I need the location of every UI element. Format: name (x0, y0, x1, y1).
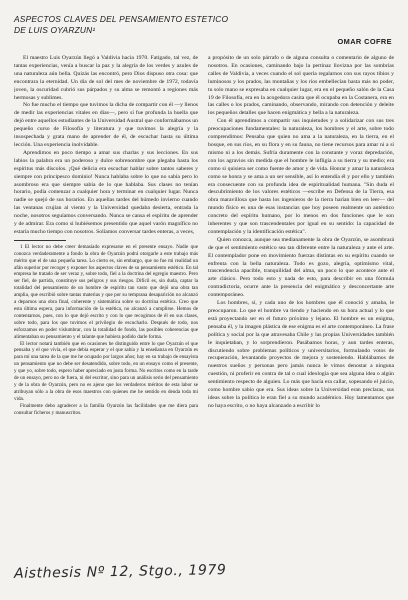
body-paragraph: Aprendimos en poco tiempo a amar sus charlas y sus lecciones. En sus labios la palabra era un poderoso y dulce sobrenombre que plegaba hasta los espíritus más díscolos. ¡Qué delicia era escuchar hablar sobre tantos saberes y siempre con principesco dominio! Nunca hablaba sobre lo que no sabía pero lo asombroso era que siempre sabía de lo que hablaba. Sus clases no tenían horario, podía comenzar a cualquier hora y terminar en cualquier lugar. Nunca nadie se quejó de sus horarios. En aquellas tardes del húmedo invierno cuando las ventanas crujían al viento y la Universidad quedaba desierta, entrada la noche, nosotros seguíamos conversando. Nunca se cansa el espíritu de aprender y de admirar. Era como si hubiésemos presentido que aquel varón magnífico no estaría mucho tiempo con nosotros. Solíamos conversar tardes enteras, a veces, (14, 149, 198, 235)
footnote: 1 El lector no debe creer demasiado expresarse en el presente ensayo. Nadie que conozca verdaderamente a fondo la obra de Oyarzún podrá otorgarle a este trabajo más mérito que el de una pequeña tarea. Lo cierto es, sin embargo, que no fue mi realidad un afán superior por recoger y exponer los aspectos claves de su pensamiento estético. En tal empresa he tratado de ser veraz y, sobre todo, fiel a la doctrina del egregio maestro. Pero ser fiel, de partida, constituye sus peligros y sus riesgos. Difícil es, sin duda, captar la totalidad del pensamiento de un hombre de espíritu tan vasto que dejó una obra tan amplia, que escribió sobre tantas materias y que por su temprana desaparición no alcanzó a deparnos una obra final, coherente y sistemática sobre su doctrina estética. Creo que esta última espera, para información de la estética, no alcanzó a cumplirse. Hemos de contentarnos, pues, con lo que dejó escrito y con lo que recogimos de él en sus clases, sobre todo, para los que tuvimos el privilegio de escucharlo. Después de todo, nos esforzamos en poder vislumbrar, con la totalidad de fondo, las posibles coherencias que alimentaban su pensamiento y el talante que hubiera podido darle forma. (14, 243, 198, 340)
article-title-line-1: ASPECTOS CLAVES DEL PENSAMIENTO ESTETICO (14, 14, 229, 24)
footnote: Finalmente debo agradecer a la familia Oyarzún las facilidades que me diera para consultar ficheros y manuscritos. (14, 402, 198, 416)
article-title-line-2: DE LUIS OYARZUN¹ (14, 25, 96, 35)
body-paragraph: No fue mucho el tiempo que tuvimos la dicha de compartir con él —y llenos de medir las experiencias vitales en días—, pero sí fue profunda la huella que dejó entre aquellos estudiantes de la Universidad Austral que conformábamos un pequeño curso de Filosofía y literatura y que tuvimos la alegría y la insospechada y grata mano de aprender de él, de escuchar hasta su última lección. Una experiencia inolvidable. (14, 102, 198, 148)
article-author: OMAR COFRE (337, 37, 392, 46)
body-paragraph: Con él aprendimos a compartir sus inquietudes y a solidarizar con sus tres preocupaciones fundamentales: la naturaleza, los hombres y el arte, sobre todo comprendimos: Pensaba que quien no ama a la naturaleza, en la tierra, en el bosque, en sus ríos, en su flora y en su fauna, no tiene recursos para amar ni a sí mismo ni a los demás. Sufría duramente con la constante y voraz depredación, con los agravios sin medida que el hombre le infligía a su tierra y su medio; era como si quisiera ser como fuente de amor y de vida. Honrar y amar la naturaleza como se honra y se ama a un ser sensible, así lo entendía él y por ello y también era consecuente con su profunda idea de espiritualidad humana. "Sin duda el descubrimiento de los valores estéticos —escribe en Defensa de la Tierra, esa obra maravillosa que hasta los ingenieros de la tierra harían bien en leer— del mundo físico es una de esas instancias que hoy poseen realmente un auténtico concreto del espíritu humano, por lo menos en dos funciones que le son inherentes y que son trascendentales por igual en su sentido: la capacidad de contemplación y la identificación estética". (208, 118, 394, 235)
footnotes (14, 244, 198, 417)
body-paragraph: a propósito de un solo párrafo o de alguna consulta o comentario de alguno de nosotros. En ocasiones, caminando bajo la pertinaz llovizna por las sombrías calles de Valdivia, a veces cuando el sol quería regalarnos con sus rayos tibios y luminosos y los prados, las montañas y los ríos embellecían hasta más no poder, tu solo mano se expresaba en cualquier lugar, era en el pequeño salón de la Casa 19 de Filosofía, era en la acogedora casita que él ocupaba en la Costanera, era en las calles o los prados, caminando, observando, mirando con detención y deleite los pequeños detalles que hacen enigmática y bella a la naturaleza. (208, 55, 394, 117)
handwritten-source-note: Aisthesis Nº 12, Stgo., 1979 (13, 562, 227, 582)
body-paragraph: El maestro Luis Oyarzún llegó a Valdivia hacia 1970. Fatigado, tal vez, de tantas experiencias, venía a buscar la paz y la alegría de los verdes y azules de una naturaleza aún bella. Quizás las encontró, pero Dios dispuso otra cosa: que encontrara la eternidad. Un día de sol del mes de noviembre de 1972, todavía joven, la oscuridad cubrió sus párpados y su alma se remontó a regiones más hermosas y sublimes. (14, 55, 198, 101)
footnote: El lector notará también que en ocasiones he distinguido entre lo que Oyarzún el que pensaba y el que vivía, el que debía esperar y el que sabía y la enseñanza en Oyarzún es para mí una tarea de la que me he ocupado por largos años; hay en su trabajo de ensayista un pensamiento que no debe ser desatendido, sobre todo, en un ensayo como el presente, y que yo, sobre todo, espero haber apreciado en justa forma. No escritos como en la tarde de un ensayo, pero no de fuera, ni del escritor, sino para un análisis serio del pensamiento y de la obra de Oyarzún, pero no es ajeno que los verdaderos méritos de esta labor se atribuyan sólo a la obra de esos maestros con quienes me he sentido en deuda toda mi vida. (14, 340, 198, 402)
footnote-separator (14, 240, 66, 241)
article-title (14, 14, 264, 36)
left-text-column (14, 55, 198, 557)
right-text-column (208, 55, 394, 589)
body-paragraph: Quien conozca, aunque sea medianamente la obra de Oyarzún, se asombrará de que el sentimiento estético sea tan diferente entre la naturaleza y ante el arte. El contemplador pone en movimiento fuerzas distintas en su espíritu cuando se enfrenta con la bella naturaleza. Todo es gozo, alegría, optimismo vital, trascendencia apacible, tranquilidad del alma, un poco lo que acontece ante el arte clásico. Pero todo esto y nada de esto, para describir en una fórmula contradictoria, ocurre ante la presencia del enigmático y desconcertante arte contemporáneo. (208, 236, 394, 299)
body-paragraph: Los hombres, sí, y cada uno de los hombres que él conoció y amaba, le preocuparon. Lo que el hombre va tiendo y haciendo en su hora actual y lo que está proyectando ser en el futuro próximo y lejano. El hombre es un enigma, pensaba él, y la imagen plástica de ese enigma es el arte contemporáneo. La frase política y social por la que atravesaba Chile y las propias Universidades también le inquietaban, y lo sorprendieron. Pasábamos horas, y aun tardes enteras, discutiendo sobre problemas políticos y universitarios, formulando votos de recuperación, levantando proyectos de mejora y sosteniendo. Hablábamos de nuestros sueños y personas pero jamás nunca le vimos denostar a ninguna cuestión, ni proferir en contra de tal o cual ideología que sea alguna idea o algún sentimiento respecto de alguien. Lo más que hacía era callar, sopesando el juicio, como hombre sabio que era. Sus ideas sobre la Universidad eran preclaras, sus ideas sobre la política le eran fiel a su mundo académico. Hoy lamentamos que no haya escrito, o no haya alcanzado a escribir lo (208, 300, 394, 409)
